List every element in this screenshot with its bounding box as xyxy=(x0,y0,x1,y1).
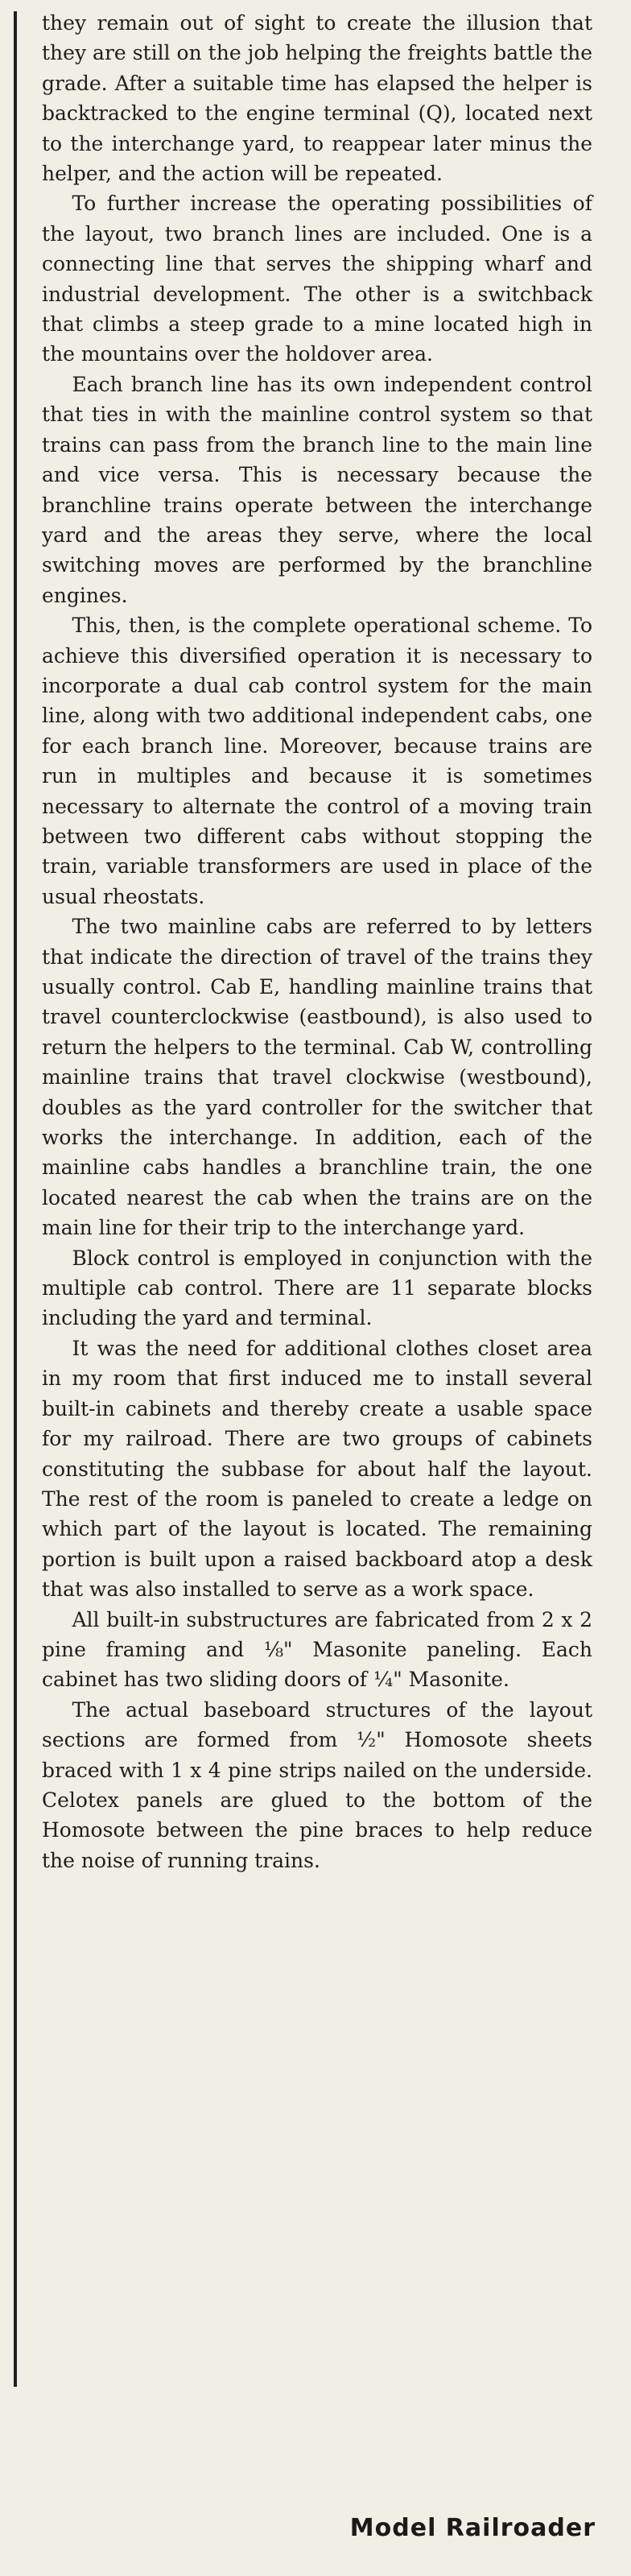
article-paragraph: Each branch line has its own independent control that ties in with the mainline control system so that trains can pass from the branch line to the main line and vice versa. This is necessary because the branchline trains operate between the interchange yard and the areas they serve, where the local switching moves are performed by the branchline engines. xyxy=(42,372,592,607)
article-paragraph: The two mainline cabs are referred to by letters that indicate the direction of travel of the trains they usually control. Cab E, handling mainline trains that travel counterclockwise (eastbound), is also used to return the helpers to the terminal. Cab W, controlling mainline trains that travel clockwise (westbound), doubles as the yard controller for the switcher that works the interchange. In addition, each of the mainline cabs handles a branchline train, the one located nearest the cab when the trains are on the main line for their trip to the interchange yard. xyxy=(42,915,592,1240)
article-paragraph: All built-in substructures are fabricated from 2 x 2 pine framing and ⅛" Masonite paneling. Each cabinet has two sliding doors of ¼" Masonite. xyxy=(42,1607,592,1692)
publication-footer: Model Railroader xyxy=(349,2514,596,2542)
article-column xyxy=(42,8,592,1875)
article-paragraph: The actual baseboard structures of the layout sections are formed from ½" Homosote sheets braced with 1 x 4 pine strips nailed on the underside. Celotex panels are glued to the bottom of the Homosote between the pine braces to help reduce the noise of running trains. xyxy=(42,1697,592,1872)
column-rule xyxy=(14,11,17,2387)
article-paragraph: This, then, is the complete operational scheme. To achieve this diversified operation it is necessary to incorporate a dual cab control system for the main line, along with two additional independent cabs, one for each branch line. Moreover, because trains are run in multiples and because it is sometimes necessary to alternate the control of a moving train between two different cabs without stopping the train, variable transformers are used in place of the usual rheostats. xyxy=(42,614,592,908)
article-paragraph: To further increase the operating possibilities of the layout, two branch lines are included. One is a connecting line that serves the shipping wharf and industrial development. The other is a switchback that climbs a steep grade to a mine located high in the mountains over the holdover area. xyxy=(42,192,592,366)
article-paragraph: It was the need for additional clothes closet area in my room that first induced me to install several built-in cabinets and thereby create a usable space for my railroad. There are two groups of cabinets constituting the subbase for about half the layout. The rest of the room is paneled to create a ledge on which part of the layout is located. The remaining portion is built upon a raised backboard atop a desk that was also installed to serve as a work space. xyxy=(42,1336,592,1602)
article-paragraph: they remain out of sight to create the illusion that they are still on the job helping the freights battle the grade. After a suitable time has elapsed the helper is backtracked to the engine terminal (Q), located next to the interchange yard, to reappear later minus the helper, and the action will be repeated. xyxy=(42,11,592,186)
article-paragraph: Block control is employed in conjunction with the multiple cab control. There are 11 separate blocks including the yard and terminal. xyxy=(42,1246,592,1330)
